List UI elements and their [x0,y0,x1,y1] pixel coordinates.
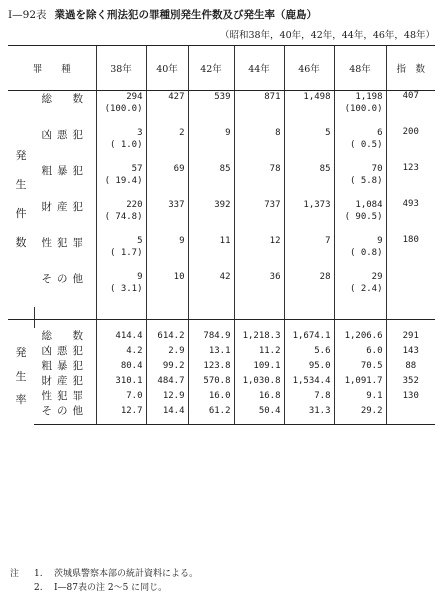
index-value: 352 [386,373,435,388]
rate-value: 2.9 [146,343,188,358]
count-number: 539 [214,92,231,102]
index-value: 143 [386,343,435,358]
rate-value: 414.4 [96,328,146,343]
count-value [234,235,284,271]
count-section [8,91,435,320]
crime-type: 凶悪犯 [41,129,88,141]
crime-type: 財産犯 [41,375,88,387]
count-number: 3 [137,128,143,138]
count-number: 1,373 [303,200,331,210]
count-value [96,127,146,163]
rate-row [8,373,435,388]
table-title-text: 業過を除く刑法犯の罪種別発生件数及び発生率（鹿島） [54,9,318,21]
count-value [188,235,234,271]
rate-value: 50.4 [234,403,284,418]
count-value [96,163,146,199]
rate-row [8,403,435,418]
count-value [334,163,386,199]
count-value [334,127,386,163]
notes-label: 注 [10,569,20,579]
percent-share: ( 0.8) [350,248,383,258]
group-label-char: 発 [15,346,27,360]
count-value [284,271,334,307]
rate-value: 99.2 [146,358,188,373]
count-number: 8 [275,128,281,138]
rate-value: 12.9 [146,388,188,403]
count-number: 6 [377,128,383,138]
count-number: 220 [126,200,143,210]
count-value [188,271,234,307]
percent-share: (100.0) [344,104,383,114]
count-number: 28 [319,272,331,282]
count-number: 5 [325,128,331,138]
count-number: 294 [126,92,143,102]
table-number: Ⅰ—92表 [8,9,47,21]
count-value [96,235,146,271]
group-label-char: 発 [15,148,27,162]
count-row [8,163,435,199]
percent-share: ( 1.7) [110,248,143,258]
rate-value: 31.3 [284,403,334,418]
count-number: 85 [319,164,331,174]
rate-value: 80.4 [96,358,146,373]
count-value [146,127,188,163]
percent-share: ( 1.0) [110,140,143,150]
count-number: 9 [377,236,383,246]
count-number: 78 [269,164,281,174]
count-value [234,127,284,163]
percent-share: ( 74.8) [104,212,143,222]
count-number: 392 [214,200,231,210]
crime-type: 性犯罪 [41,390,88,402]
count-value [334,271,386,307]
rate-value: 1,206.6 [334,328,386,343]
note-text: Ⅰ—87表の注 2〜5 に同じ。 [54,583,168,593]
count-row [8,199,435,235]
count-value [146,235,188,271]
header-year: 42年 [188,46,234,91]
rate-value: 109.1 [234,358,284,373]
index-value: 180 [386,235,435,271]
count-number: 70 [371,164,383,174]
count-value [234,91,284,128]
crime-statistics-table [8,45,435,425]
index-value: 123 [386,163,435,199]
count-row [8,235,435,271]
rate-value: 310.1 [96,373,146,388]
crime-type: 粗暴犯 [41,165,88,177]
rate-value: 16.0 [188,388,234,403]
header-year: 44年 [234,46,284,91]
group-label-char: 件 [15,207,27,220]
count-number: 69 [173,164,185,174]
count-value [334,199,386,235]
rate-value: 4.2 [96,343,146,358]
count-value [284,91,334,128]
rate-value: 6.0 [334,343,386,358]
rate-value: 7.0 [96,388,146,403]
rate-value: 9.1 [334,388,386,403]
count-number: 85 [219,164,231,174]
count-value [284,199,334,235]
count-row [8,91,435,128]
rate-value: 95.0 [284,358,334,373]
count-value [234,163,284,199]
rate-value: 570.8 [188,373,234,388]
group-label-char: 生 [15,177,27,191]
percent-share: ( 2.4) [350,284,383,294]
rate-row [8,388,435,403]
crime-type: 総 数 [41,93,88,105]
percent-share: ( 5.8) [350,176,383,186]
count-value [188,199,234,235]
rate-value: 14.4 [146,403,188,418]
count-value [146,199,188,235]
header-year: 46年 [284,46,334,91]
rate-value: 7.8 [284,388,334,403]
rate-value: 1,534.4 [284,373,334,388]
rate-value: 1,030.8 [234,373,284,388]
crime-type: その他 [41,405,88,417]
section-divider [8,307,435,320]
percent-share: ( 0.5) [350,140,383,150]
group-label-rates [8,328,34,425]
header-year: 40年 [146,46,188,91]
note-item [10,567,198,581]
rate-value: 16.8 [234,388,284,403]
count-number: 9 [137,272,143,282]
rate-row [8,328,435,343]
count-value [96,91,146,128]
rate-row [8,343,435,358]
index-value [386,271,435,307]
index-value: 88 [386,358,435,373]
rate-value: 484.7 [146,373,188,388]
count-number: 10 [173,272,185,282]
rate-row [8,358,435,373]
count-number: 29 [371,272,383,282]
percent-share: ( 19.4) [104,176,143,186]
rate-value: 5.6 [284,343,334,358]
count-number: 42 [219,272,231,282]
count-row [8,127,435,163]
count-number: 36 [269,272,281,282]
crime-type: 粗暴犯 [41,360,88,372]
group-label-counts [8,91,34,308]
count-number: 9 [225,128,231,138]
rate-value: 784.9 [188,328,234,343]
count-number: 1,084 [355,200,383,210]
count-value [334,235,386,271]
crime-type: 財産犯 [41,201,88,213]
count-value [96,199,146,235]
count-number: 11 [219,236,231,246]
count-value [146,271,188,307]
note-item [10,581,198,595]
rate-value: 70.5 [334,358,386,373]
rate-value: 61.2 [188,403,234,418]
count-value [334,91,386,128]
count-number: 57 [131,164,143,174]
rate-section [8,320,435,425]
index-value [386,403,435,418]
count-value [188,163,234,199]
count-value [284,163,334,199]
count-number: 1,498 [303,92,331,102]
count-value [146,91,188,128]
count-value [188,91,234,128]
crime-type: その他 [41,273,88,285]
header-year: 48年 [334,46,386,91]
index-value: 130 [386,388,435,403]
table-subtitle: （昭和38年，40年，42年，44年，46年，48年） [219,30,435,41]
index-value: 493 [386,199,435,235]
count-number: 871 [264,92,281,102]
count-value [234,271,284,307]
count-value [284,127,334,163]
percent-share: ( 90.5) [344,212,383,222]
count-number: 12 [269,236,281,246]
notes [10,567,198,595]
percent-share: ( 3.1) [110,284,143,294]
crime-type: 性犯罪 [41,237,88,249]
note-text: 茨城県警察本部の統計資料による。 [54,569,199,579]
rate-value: 13.1 [188,343,234,358]
note-number: 2. [34,583,43,593]
group-label-char: 生 [15,369,27,383]
count-value [96,271,146,307]
index-value: 291 [386,328,435,343]
count-value [234,199,284,235]
count-number: 5 [137,236,143,246]
rate-value: 11.2 [234,343,284,358]
count-number: 427 [168,92,185,102]
crime-type: 総 数 [41,330,88,342]
rate-value: 614.2 [146,328,188,343]
rate-value: 1,674.1 [284,328,334,343]
header-row [8,46,435,91]
count-number: 9 [179,236,185,246]
note-number: 1. [34,569,43,579]
count-value [284,235,334,271]
rate-value: 1,218.3 [234,328,284,343]
group-label-char: 率 [15,392,27,406]
rate-value: 12.7 [96,403,146,418]
index-value: 200 [386,127,435,163]
count-number: 2 [179,128,185,138]
count-value [188,127,234,163]
rate-value: 1,091.7 [334,373,386,388]
header-category: 罪 種 [8,46,96,91]
count-row [8,271,435,307]
count-number: 337 [168,200,185,210]
percent-share: (100.0) [104,104,143,114]
index-value: 407 [386,91,435,128]
rate-value: 123.8 [188,358,234,373]
count-number: 737 [264,200,281,210]
count-number: 7 [325,236,331,246]
table-title [8,7,438,22]
rate-value: 29.2 [334,403,386,418]
count-value [146,163,188,199]
header-index: 指 数 [386,46,435,91]
group-label-char: 数 [15,236,27,250]
count-number: 1,198 [355,92,383,102]
header-year: 38年 [96,46,146,91]
crime-type: 凶悪犯 [41,345,88,357]
